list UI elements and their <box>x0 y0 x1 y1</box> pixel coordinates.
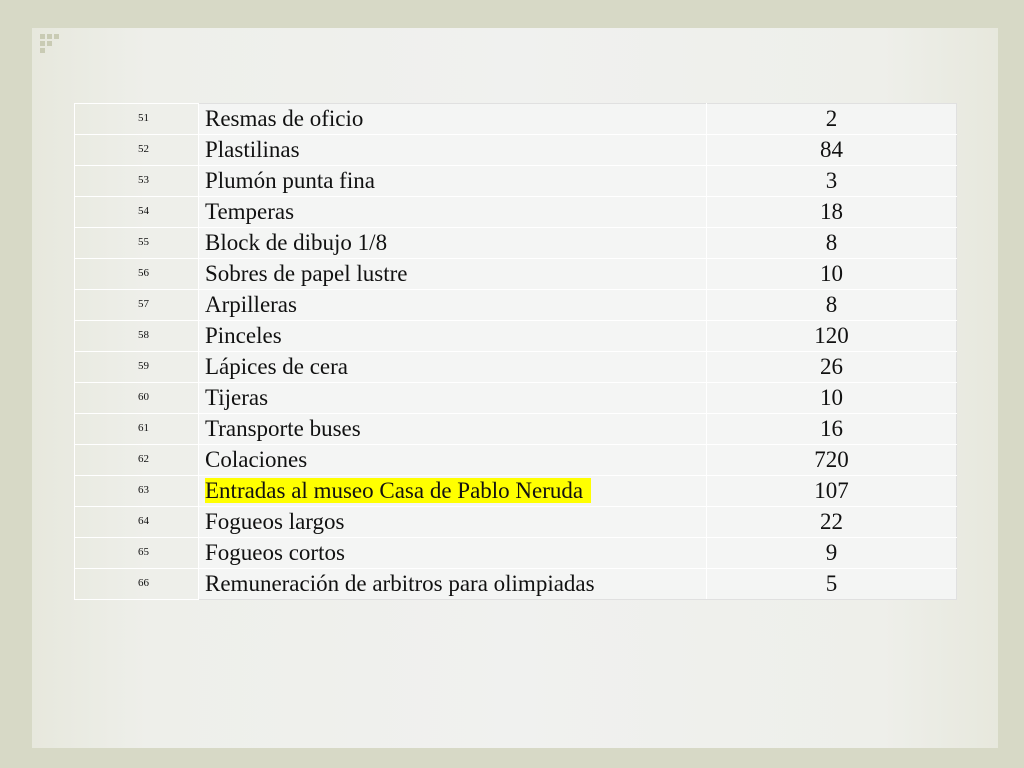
item-quantity: 22 <box>707 507 957 538</box>
item-label: Transporte buses <box>205 416 361 441</box>
item-quantity: 720 <box>707 445 957 476</box>
inventory-table-body <box>75 104 957 600</box>
row-number: 53 <box>75 166 199 197</box>
row-number: 55 <box>75 228 199 259</box>
table-row <box>75 166 957 197</box>
item-label: Arpilleras <box>205 292 297 317</box>
row-number: 61 <box>75 414 199 445</box>
corner-ornament-icon <box>38 32 62 56</box>
item-name <box>199 445 707 476</box>
item-label: Tijeras <box>205 385 269 410</box>
table-row <box>75 104 957 135</box>
item-label: Colaciones <box>205 447 308 472</box>
item-quantity: 18 <box>707 197 957 228</box>
table-row <box>75 321 957 352</box>
item-quantity: 10 <box>707 383 957 414</box>
item-quantity: 26 <box>707 352 957 383</box>
item-label: Lápices de cera <box>205 354 349 379</box>
row-number: 52 <box>75 135 199 166</box>
row-number: 59 <box>75 352 199 383</box>
item-name <box>199 476 707 507</box>
table-row <box>75 290 957 321</box>
item-quantity: 2 <box>707 104 957 135</box>
item-label: Pinceles <box>205 323 282 348</box>
item-quantity: 9 <box>707 538 957 569</box>
table-row <box>75 507 957 538</box>
item-name <box>199 507 707 538</box>
row-number: 57 <box>75 290 199 321</box>
row-number: 63 <box>75 476 199 507</box>
item-name <box>199 197 707 228</box>
item-name <box>199 352 707 383</box>
row-number: 65 <box>75 538 199 569</box>
highlighted-item-label: Entradas al museo Casa de Pablo Neruda <box>205 478 591 503</box>
row-number: 64 <box>75 507 199 538</box>
row-number: 51 <box>75 104 199 135</box>
table-row <box>75 383 957 414</box>
item-label: Plastilinas <box>205 137 300 162</box>
item-quantity: 8 <box>707 290 957 321</box>
item-name <box>199 135 707 166</box>
table-row <box>75 228 957 259</box>
item-quantity: 120 <box>707 321 957 352</box>
item-quantity: 107 <box>707 476 957 507</box>
row-number: 66 <box>75 569 199 600</box>
table-row <box>75 197 957 228</box>
item-label: Sobres de papel lustre <box>205 261 408 286</box>
item-quantity: 16 <box>707 414 957 445</box>
item-name <box>199 569 707 600</box>
table-row <box>75 259 957 290</box>
row-number: 54 <box>75 197 199 228</box>
item-name <box>199 259 707 290</box>
table-row <box>75 352 957 383</box>
item-label: Fogueos cortos <box>205 540 345 565</box>
item-name <box>199 104 707 135</box>
table-row <box>75 476 957 507</box>
item-name <box>199 290 707 321</box>
item-quantity: 84 <box>707 135 957 166</box>
item-name <box>199 228 707 259</box>
table-row <box>75 135 957 166</box>
item-label: Plumón punta fina <box>205 168 375 193</box>
item-quantity: 10 <box>707 259 957 290</box>
item-quantity: 8 <box>707 228 957 259</box>
item-label: Remuneración de arbitros para olimpiadas <box>205 571 595 596</box>
table-row <box>75 538 957 569</box>
item-name <box>199 321 707 352</box>
item-label: Fogueos largos <box>205 509 345 534</box>
row-number: 58 <box>75 321 199 352</box>
item-label: Resmas de oficio <box>205 106 364 131</box>
item-name <box>199 166 707 197</box>
table-row <box>75 445 957 476</box>
item-name <box>199 538 707 569</box>
item-quantity: 3 <box>707 166 957 197</box>
item-name <box>199 414 707 445</box>
item-quantity: 5 <box>707 569 957 600</box>
row-number: 62 <box>75 445 199 476</box>
slide-panel <box>32 28 998 748</box>
item-label: Block de dibujo 1/8 <box>205 230 388 255</box>
table-row <box>75 569 957 600</box>
item-name <box>199 383 707 414</box>
inventory-table <box>74 103 957 600</box>
row-number: 60 <box>75 383 199 414</box>
table-row <box>75 414 957 445</box>
item-label: Temperas <box>205 199 295 224</box>
row-number: 56 <box>75 259 199 290</box>
